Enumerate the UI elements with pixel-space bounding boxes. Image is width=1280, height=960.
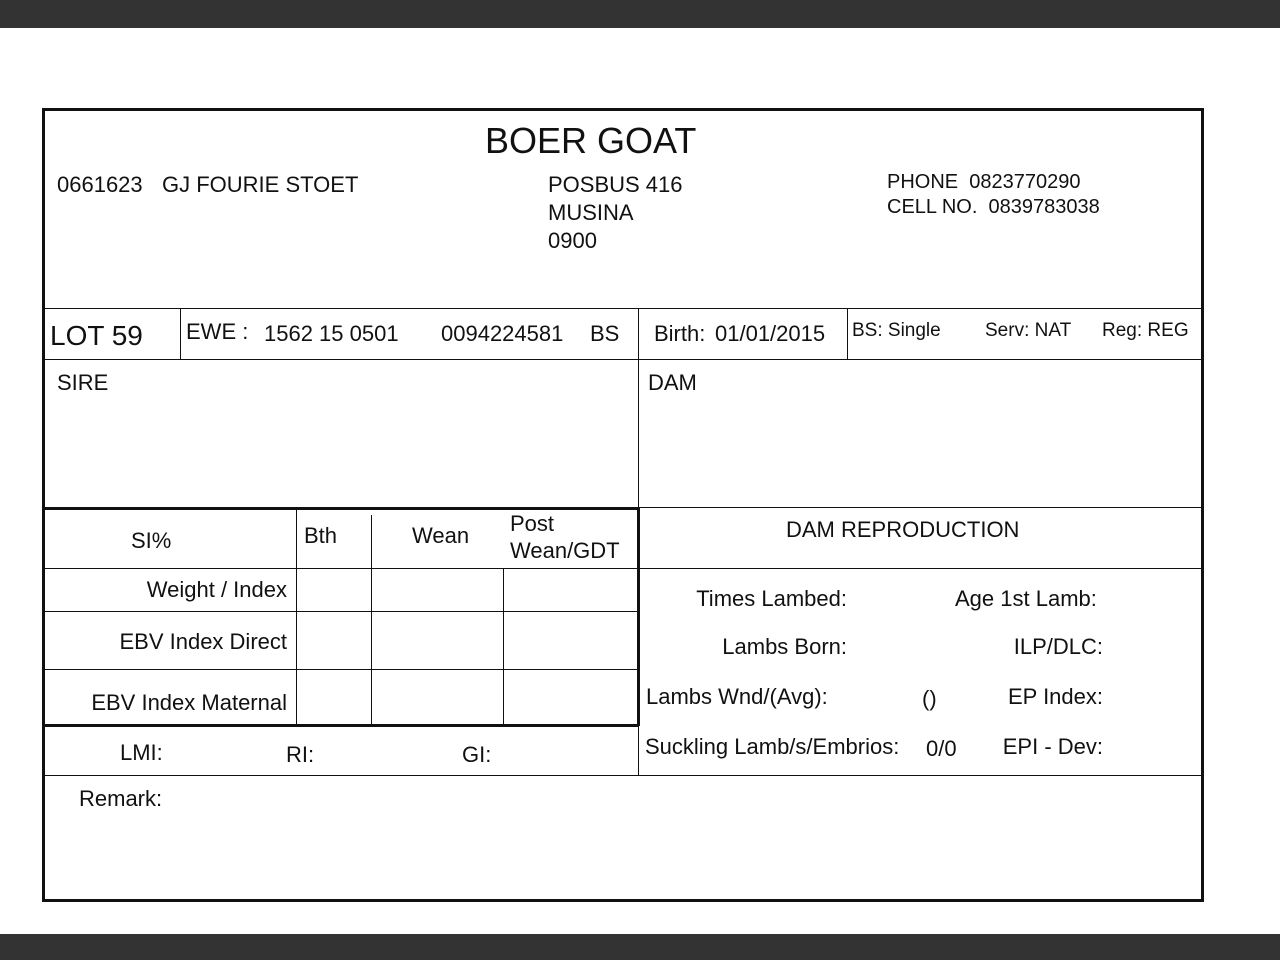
row-ebv-direct: EBV Index Direct <box>119 629 287 654</box>
col-wean: Wean <box>412 523 470 548</box>
serv-field <box>985 321 1071 342</box>
reg-value: REG <box>1147 320 1189 341</box>
serv-label: Serv: <box>985 320 1030 341</box>
col-wean-gdt: Wean/GDT <box>510 538 620 563</box>
ilp-dlc-label: ILP/DLC: <box>1013 634 1103 659</box>
birth-label: Birth: <box>654 321 706 346</box>
breeder-name: GJ FOURIE STOET <box>162 172 359 197</box>
address-line-1: POSBUS 416 <box>548 172 683 197</box>
lambs-born-label: Lambs Born: <box>722 634 847 659</box>
bs-label: BS: <box>852 320 883 341</box>
top-bar <box>0 0 1280 28</box>
lot-number: LOT 59 <box>50 320 143 351</box>
ep-index-label: EP Index: <box>1008 684 1103 709</box>
remark-label: Remark: <box>79 786 163 811</box>
times-lambed-label: Times Lambed: <box>696 586 847 611</box>
lambs-weaned-label: Lambs Wnd/(Avg): <box>646 684 828 709</box>
sire-label: SIRE <box>57 370 109 395</box>
suckling-value: 0/0 <box>926 736 957 761</box>
bs-field <box>852 321 941 342</box>
address-line-2: MUSINA <box>548 200 634 225</box>
phone-number: 0823770290 <box>969 171 1081 193</box>
phone-line <box>887 171 1080 193</box>
lot-card <box>42 108 1204 902</box>
ewe-code: BS <box>590 321 620 346</box>
card-title: BOER GOAT <box>485 120 697 161</box>
dam-label: DAM <box>648 370 697 395</box>
row-ebv-maternal: EBV Index Maternal <box>91 690 287 715</box>
ewe-id: 1562 15 0501 <box>264 321 399 346</box>
dam-reproduction-title: DAM REPRODUCTION <box>786 517 1020 542</box>
epi-dev-label: EPI - Dev: <box>1002 734 1103 759</box>
col-post: Post <box>510 511 555 536</box>
cell-number: 0839783038 <box>988 196 1100 218</box>
bottom-bar <box>0 934 1280 960</box>
breeder-number: 0661623 <box>57 172 143 197</box>
gi-label: GI: <box>462 742 492 767</box>
age-first-lamb-label: Age 1st Lamb: <box>955 586 1097 611</box>
col-bth: Bth <box>304 523 338 548</box>
cell-line <box>887 196 1100 218</box>
ri-label: RI: <box>286 742 315 767</box>
serv-value: NAT <box>1034 320 1072 341</box>
phone-label: PHONE <box>887 171 959 193</box>
reg-label: Reg: <box>1102 320 1143 341</box>
address-line-3: 0900 <box>548 228 597 253</box>
ewe-registration: 0094224581 <box>441 321 564 346</box>
suckling-label: Suckling Lamb/s/Embrios: <box>645 734 900 759</box>
row-weight-index: Weight / Index <box>146 577 287 602</box>
lmi-label: LMI: <box>120 740 163 765</box>
lambs-weaned-value: () <box>922 686 937 711</box>
reg-field <box>1102 321 1189 342</box>
ewe-label: EWE : <box>186 319 249 344</box>
cell-label: CELL NO. <box>887 196 978 218</box>
birth-date: 01/01/2015 <box>715 321 826 346</box>
bs-value: Single <box>887 320 941 341</box>
si-header: SI% <box>131 528 172 553</box>
